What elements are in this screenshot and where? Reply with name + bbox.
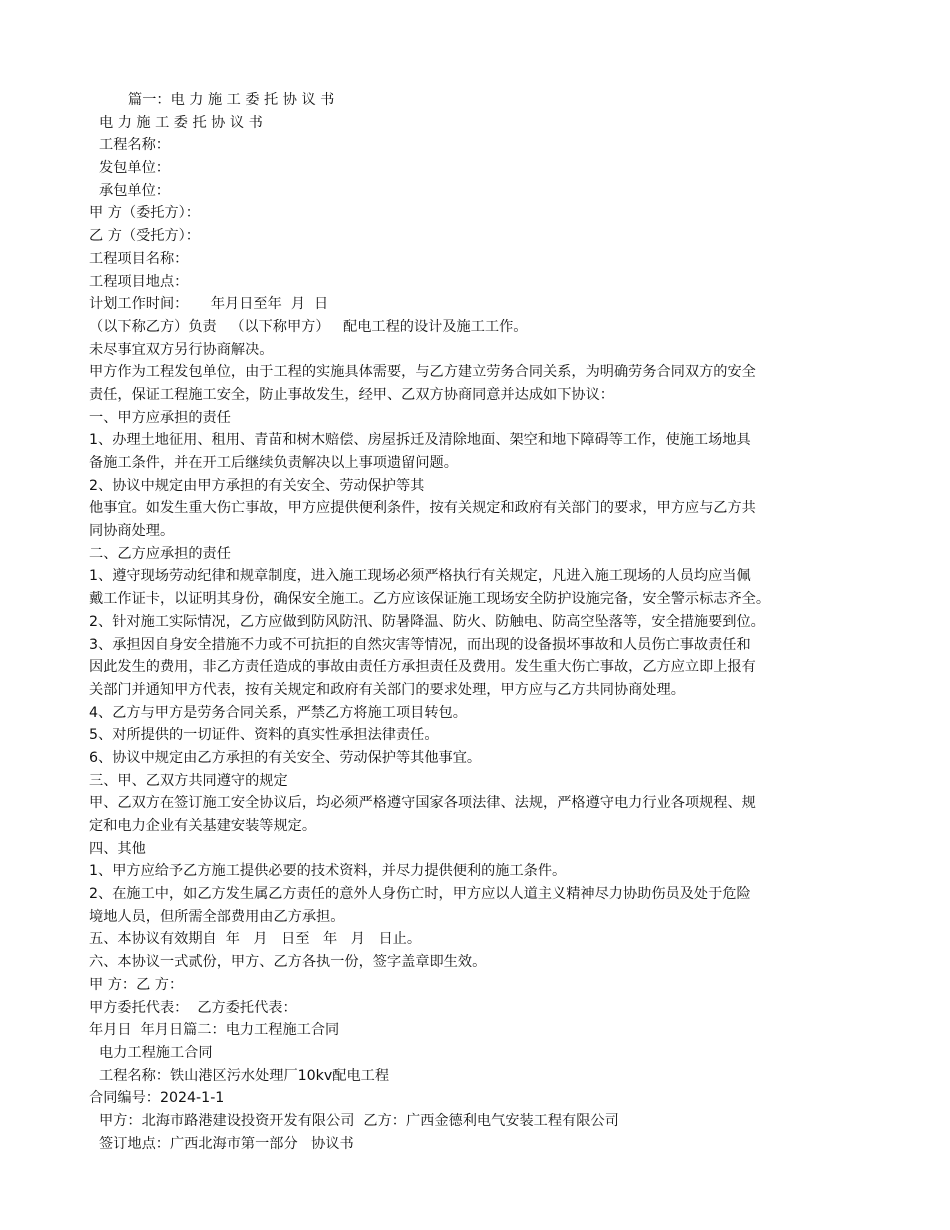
document-line: 二、乙方应承担的责任 xyxy=(89,545,231,562)
document-line: 三、甲、乙双方共同遵守的规定 xyxy=(89,772,288,789)
document-line: 2、在施工中，如乙方发生属乙方责任的意外人身伤亡时，甲方应以人道主义精神尽力协助伤员及处于危险 xyxy=(89,886,751,903)
document-line: 6、协议中规定由乙方承担的有关安全、劳动保护等其他事宜。 xyxy=(89,749,482,766)
document-line: 甲方：北海市路港建设投资开发有限公司 乙方：广西金德利电气安装工程有限公司 xyxy=(99,1112,619,1129)
document-line: 甲、乙双方在签订施工安全协议后，均必须严格遵守国家各项法律、法规，严格遵守电力行业各项规程、规 xyxy=(89,795,756,812)
document-line: 电 力 施 工 委 托 协 议 书 xyxy=(99,114,263,131)
document-line: 年月日 年月日篇二：电力工程施工合同 xyxy=(89,1022,340,1039)
document-line: 责任，保证工程施工安全，防止事故发生，经甲、乙双方协商同意并达成如下协议： xyxy=(89,386,614,403)
document-body xyxy=(89,89,869,1155)
document-line: 未尽事宜双方另行协商解决。 xyxy=(89,341,274,358)
document-line: 3、承担因自身安全措施不力或不可抗拒的自然灾害等情况，而出现的设备损坏事故和人员伤亡事故责任和 xyxy=(89,636,751,653)
document-line: 戴工作证卡，以证明其身份，确保安全施工。乙方应该保证施工现场安全防护设施完备，安全警示标志齐全。 xyxy=(89,591,771,608)
document-line: 4、乙方与甲方是劳务合同关系，严禁乙方将施工项目转包。 xyxy=(89,704,467,721)
document-line: 计划工作时间： 年月日至年 月 日 xyxy=(89,296,329,313)
document-line: 签订地点：广西北海市第一部分 协议书 xyxy=(99,1135,354,1152)
document-line: 备施工条件，并在开工后继续负责解决以上事项遗留问题。 xyxy=(89,455,458,471)
document-line: 2、协议中规定由甲方承担的有关安全、劳动保护等其 xyxy=(89,477,425,494)
document-line: 1、甲方应给予乙方施工提供必要的技术资料，并尽力提供便利的施工条件。 xyxy=(89,863,567,880)
document-line: 合同编号：2024-1-1 xyxy=(89,1090,225,1107)
document-line: 电力工程施工合同 xyxy=(99,1044,213,1061)
document-line: 同协商处理。 xyxy=(89,523,175,540)
document-line: 关部门并通知甲方代表，按有关规定和政府有关部门的要求处理，甲方应与乙方共同协商处理。 xyxy=(89,681,685,698)
document-line: 四、其他 xyxy=(89,840,146,857)
document-line: 甲 方（委托方）： xyxy=(89,205,200,222)
document-line: 因此发生的费用，非乙方责任造成的事故由责任方承担责任及费用。发生重大伤亡事故，乙方应立即上报有 xyxy=(89,659,756,676)
document-line: 甲方作为工程发包单位，由于工程的实施具体需要，与乙方建立劳务合同关系，为明确劳务合同双方的安全 xyxy=(89,364,756,381)
document-line: 工程名称：铁山港区污水处理厂10kv配电工程 xyxy=(99,1067,390,1084)
document-line: 甲 方：乙 方： xyxy=(89,976,184,993)
document-line: （以下称乙方）负责 （以下称甲方） 配电工程的设计及施工工作。 xyxy=(89,318,528,335)
document-line: 他事宜。如发生重大伤亡事故，甲方应提供便利条件，按有关规定和政府有关部门的要求，甲方应与乙方共 xyxy=(89,500,756,517)
document-line: 发包单位： xyxy=(99,160,170,177)
document-line: 定和电力企业有关基建安装等规定。 xyxy=(89,818,317,834)
document-line: 六、本协议一式贰份，甲方、乙方各执一份，签字盖章即生效。 xyxy=(89,954,487,971)
document-line: 甲方委托代表： 乙方委托代表： xyxy=(89,999,297,1016)
document-line: 工程项目名称： xyxy=(89,250,189,267)
document-line: 境地人员，但所需全部费用由乙方承担。 xyxy=(89,908,345,925)
document-line: 5、对所提供的一切证件、资料的真实性承担法律责任。 xyxy=(89,727,439,744)
document-line: 工程名称： xyxy=(99,137,170,154)
document-line: 乙 方（受托方）： xyxy=(89,228,200,245)
document-line: 一、甲方应承担的责任 xyxy=(89,409,231,426)
document-line: 2、针对施工实际情况，乙方应做到防风防汛、防暑降温、防火、防触电、防高空坠落等，安全措施要到位。 xyxy=(89,613,765,630)
document-line: 1、遵守现场劳动纪律和规章制度，进入施工现场必须严格执行有关规定，凡进入施工现场的人员均应当佩 xyxy=(89,568,751,585)
document-line: 承包单位： xyxy=(99,182,170,199)
document-line: 五、本协议有效期自 年 月 日至 年 月 日止。 xyxy=(89,931,422,948)
document-line: 篇一：电 力 施 工 委 托 协 议 书 xyxy=(128,92,335,108)
document-line: 1、办理土地征用、租用、青苗和树木赔偿、房屋拆迁及清除地面、架空和地下障碍等工作，使施工场地具 xyxy=(89,432,751,449)
document-line: 工程项目地点： xyxy=(89,273,189,290)
